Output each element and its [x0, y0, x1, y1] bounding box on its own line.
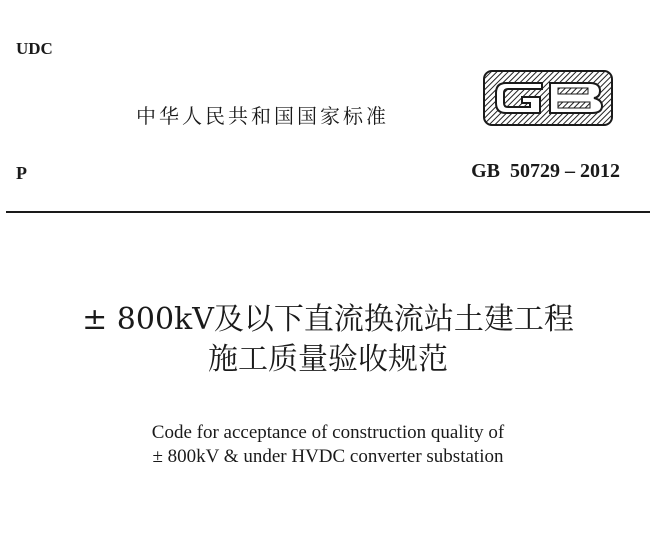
national-standard-heading: 中华人民共和国国家标准: [136, 104, 389, 128]
chinese-title: [0, 300, 656, 380]
english-title-line-1: Code for acceptance of construction quality of: [151, 422, 505, 443]
english-title: [0, 421, 656, 469]
divider-rule: [6, 211, 650, 213]
english-title-line-2: ± 800kV & under HVDC converter substation: [152, 446, 504, 467]
classification-code: P: [16, 163, 27, 183]
standard-number: GB 50729 – 2012: [471, 160, 620, 182]
chinese-title-line-1: ± 800kV及以下直流换流站土建工程: [82, 302, 574, 337]
gb-logo: [482, 69, 614, 127]
udc-label: UDC: [16, 39, 53, 58]
chinese-title-line-2: 施工质量验收规范: [208, 342, 448, 377]
